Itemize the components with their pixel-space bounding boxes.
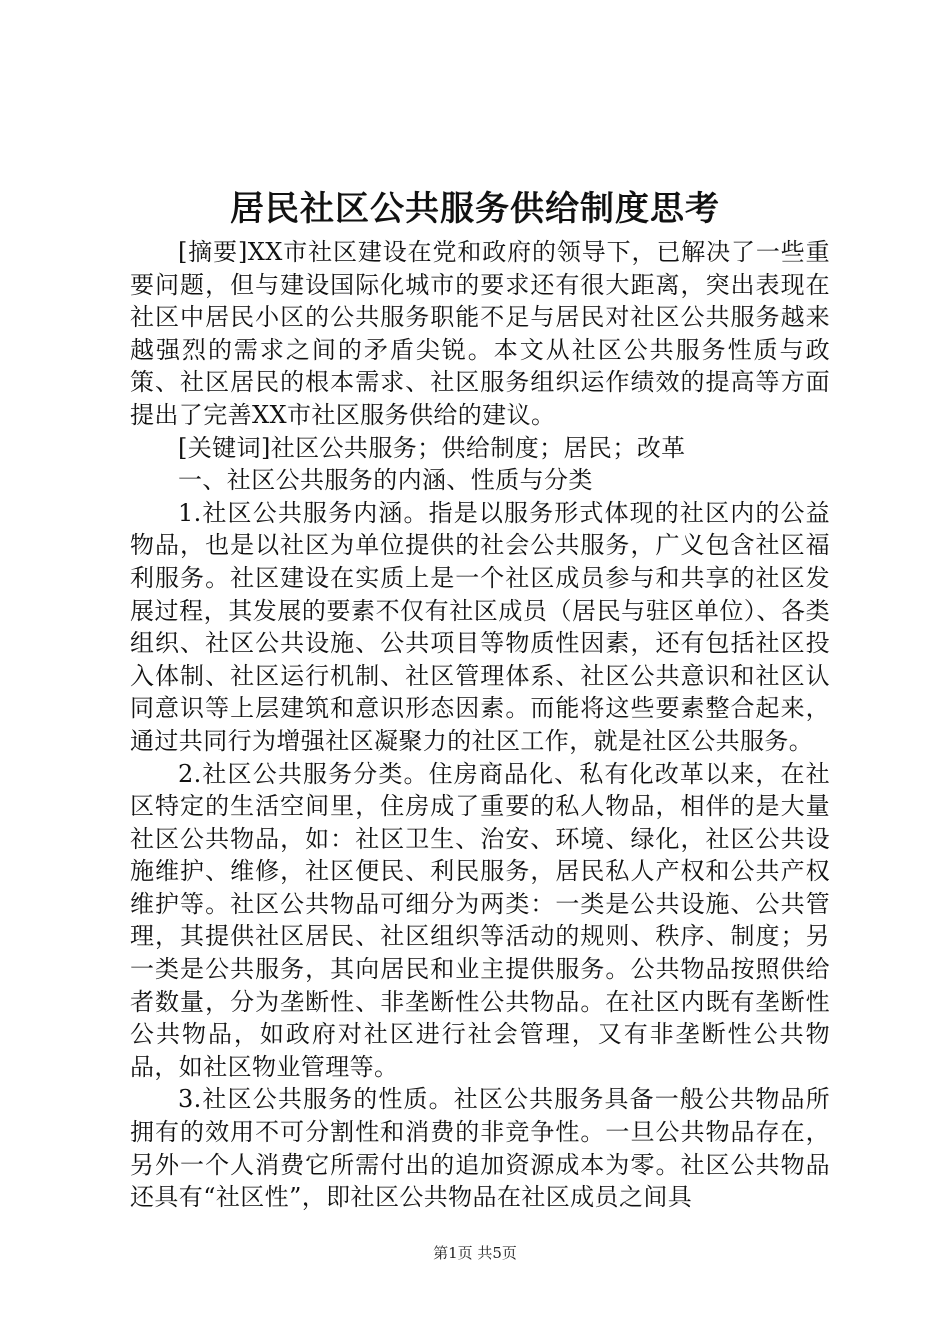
section-heading: 一、社区公共服务的内涵、性质与分类: [178, 466, 593, 495]
body-paragraph: 3.社区公共服务的性质。社区公共服务具备一般公共物品所拥有的效用不可分割性和消费的非竞争性。一旦公共物品存在，另外一个人消费它所需付出的追加资源成本为零。社区公共物品还具有“社区性”，即社区公共物品在社区成员之间具: [130, 1085, 830, 1212]
abstract-paragraph: [摘要]XX市社区建设在党和政府的领导下，已解决了一些重要问题，但与建设国际化城市的要求还有很大距离，突出表现在社区中居民小区的公共服务职能不足与居民对社区公共服务越来越强烈的需求之间的矛盾尖锐。本文从社区公共服务性质与政策、社区居民的根本需求、社区服务组织运作绩效的提高等方面提出了完善XX市社区服务供给的建议。: [130, 238, 830, 429]
document-body: [130, 236, 830, 1214]
page-footer: 第1页 共5页: [433, 1244, 517, 1262]
document-title: 居民社区公共服务供给制度思考: [230, 189, 720, 229]
body-paragraph: 2.社区公共服务分类。住房商品化、私有化改革以来，在社区特定的生活空间里，住房成了重要的私人物品，相伴的是大量社区公共物品，如：社区卫生、治安、环境、绿化，社区公共设施维护、维修，社区便民、利民服务，居民私人产权和公共产权维护等。社区公共物品可细分为两类：一类是公共设施、公共管理，其提供社区居民、社区组织等活动的规则、秩序、制度；另一类是公共服务，其向居民和业主提供服务。公共物品按照供给者数量，分为垄断性、非垄断性公共物品。在社区内既有垄断性公共物品，如政府对社区进行社会管理，又有非垄断性公共物品，如社区物业管理等。: [130, 759, 830, 1081]
body-paragraph: 1.社区公共服务内涵。指是以服务形式体现的社区内的公益物品，也是以社区为单位提供的社会公共服务，广义包含社区福利服务。社区建设在实质上是一个社区成员参与和共享的社区发展过程，其发展的要素不仅有社区成员（居民与驻区单位）、各类组织、社区公共设施、公共项目等物质性因素，还有包括社区投入体制、社区运行机制、社区管理体系、社区公共意识和社区认同意识等上层建筑和意识形态因素。而能将这些要素整合起来，通过共同行为增强社区凝聚力的社区工作，就是社区公共服务。: [130, 498, 830, 755]
keywords-paragraph: [关键词]社区公共服务；供给制度；居民；改革: [178, 433, 686, 462]
